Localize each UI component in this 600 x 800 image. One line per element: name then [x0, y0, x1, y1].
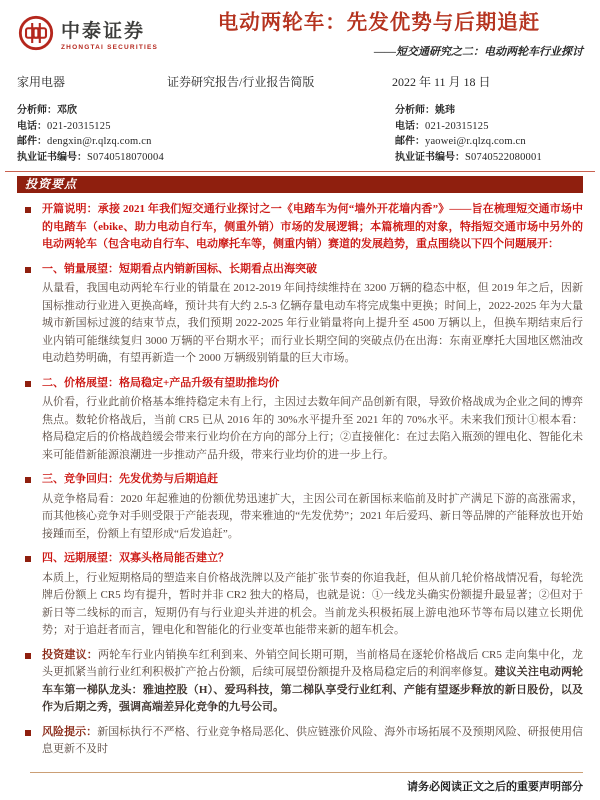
bullet-body	[42, 201, 583, 254]
section-price	[17, 375, 583, 465]
analyst-license-label: 执业证书编号：	[395, 151, 465, 163]
analyst-phone: 021-20315125	[47, 120, 111, 132]
analysts-block	[17, 103, 583, 165]
bullet-body	[42, 471, 583, 543]
analyst-email-line	[395, 134, 583, 150]
header-divider	[5, 171, 595, 172]
analyst-license-line	[395, 150, 583, 166]
title-block	[175, 10, 583, 59]
page-footer	[30, 772, 583, 794]
bullet-body	[42, 724, 583, 759]
analyst-block-left	[17, 103, 395, 165]
key-points-banner	[17, 176, 583, 193]
advice-paragraph	[42, 647, 583, 717]
bullet-square-icon	[25, 477, 31, 483]
risk-label: 风险提示：	[42, 725, 98, 738]
report-header	[17, 10, 583, 59]
analyst-name: 姚玮	[435, 105, 455, 116]
bullet-body	[42, 647, 583, 717]
report-title: 电动两轮车：先发优势与后期追赶	[217, 12, 541, 34]
risk-paragraph	[42, 724, 583, 759]
analyst-email: dengxin@r.qlzq.com.cn	[47, 136, 152, 147]
brand-logo	[17, 14, 175, 52]
analyst-license: S0740518070004	[87, 151, 164, 163]
bullet-square-icon	[25, 653, 31, 659]
advice-body: 两轮车行业内销换车红利到来、外销空间长期可期，当前格局在逐轮价格战后 CR5 走向集中化，龙头更抓紧当前行业红利积极扩产抢占份额，后续可展望份额提升及格局稳定后的利润率修复。	[42, 648, 584, 678]
section-body: 从量看，我国电动两轮车行业的销量在 2012-2019 年间持续维持在 3200 万辆的稳态中枢，但 2019 年之后，因新国标推动行业进入更换高峰，预计共有大约 2.5-3 亿辆存量电动车将完成集中更换；时间上，2022-2025 年为大量城市新国标过渡的结束节点，我们预期 2022-2025 年行业销量将向上提升至 4500 万辆以上，但换车期结束后行业内销可能继续复归 3000 万辆的平台期水平；而行业长期空间的突破点仍在出海：东南亚摩托大国地区燃油改电动趋势明确，有望再新造一个 2000 万辆级别销量的巨大市场。	[42, 282, 583, 364]
analyst-phone: 021-20315125	[425, 120, 489, 132]
analyst-license-label: 执业证书编号：	[17, 151, 87, 163]
brand-name-en: ZHONGTAI SECURITIES	[61, 43, 159, 51]
industry-label: 家用电器	[17, 75, 66, 89]
bullet-square-icon	[25, 556, 31, 562]
analyst-license: S0740522080001	[465, 151, 542, 163]
advice-label: 投资建议：	[42, 648, 98, 661]
footer-divider	[30, 772, 583, 773]
disclaimer-text: 请务必阅读正文之后的重要声明部分	[407, 781, 583, 793]
investment-advice	[17, 647, 583, 717]
section-body: 从价看，行业此前价格基本维持稳定未有上行，主因过去数年间产品创新有限，导致价格战成为企业之间的博弈焦点。数轮价格战后，当前 CR5 已从 2016 年的 30%水平提升至 2021 年的 70%水平。未来我们预计①根本看：格局稳定后的价格战趋缓会带来行业均价在方向的部分上行；②直接催化：在过去陷入瓶颈的锂电化、智能化未来可能借新能源浪潮进一步推动产品升级，带来行业均价的进一步上行。	[42, 396, 583, 461]
analyst-email-label: 邮件：	[395, 136, 425, 147]
bullet-square-icon	[25, 730, 31, 736]
report-date: 2022 年 11 月 18 日	[392, 75, 491, 89]
section-body: 本质上，行业短期格局的塑造来自价格战洗牌以及产能扩张节奏的你追我赶，但从前几轮价格战情况看，每轮洗牌后份额上 CR5 均有提升，暂时并非 CR2 独大的格局，也就是说：①一线龙头确实份额提升最显著；②但对于新日等二线标的而言，短期仍有与行业迎头并进的机会。当前龙头积极拓展上游电池环节等布局以建立长期优势；对于追赶者而言，锂电化和智能化的行业变革也能带来新的超车机会。	[42, 571, 583, 636]
report-type-label: 证券研究报告/行业报告简版	[167, 75, 315, 89]
meta-row	[17, 73, 583, 90]
section-body: 从竞争格局看：2020 年起雅迪的份额优势迅速扩大，主因公司在新国标来临前及时扩产满足下游的高涨需求，而其他核心竞争对手则受限于产能表现，带来雅迪的“先发优势”；2021 年后爱玛、新日等品牌的产能释放也开始接踵而至，份额上有望形成“后发追赶”。	[42, 492, 583, 540]
zhongtai-logo-icon	[17, 14, 55, 52]
brand-text	[61, 16, 158, 51]
analyst-name-line	[17, 103, 395, 119]
analyst-name: 邓欣	[57, 105, 77, 116]
bullet-item-intro	[17, 201, 583, 254]
report-subtitle: ——短交通研究之二：电动两轮车行业探讨	[374, 46, 583, 58]
analyst-license-line	[17, 150, 395, 166]
section-competition	[17, 471, 583, 543]
bullet-body	[42, 261, 583, 368]
bullet-square-icon	[25, 207, 31, 213]
brand-name-cn: 中泰证券	[61, 20, 146, 42]
analyst-phone-label: 电话：	[395, 120, 425, 132]
section-heading: 四、远期展望：双寡头格局能否建立？	[42, 552, 229, 564]
analyst-phone-label: 电话：	[17, 120, 47, 132]
advice-emphasis: 建议关注电动两轮车车第一梯队龙头：雅迪控股（H）、爱玛科技，第二梯队享受行业红利、产能有望逐步释放的新日股份，以及作为后期之秀，强调高端差异化竞争的九号公司。	[42, 666, 584, 713]
analyst-block-right	[395, 103, 583, 165]
risk-warning	[17, 724, 583, 759]
analyst-email-label: 邮件：	[17, 136, 47, 147]
analyst-email: yaowei@r.qlzq.com.cn	[425, 136, 526, 147]
intro-paragraph: 开篇说明：承接 2021 年我们短交通行业探讨之一《电踏车为何“墙外开花墙内香”》——旨在梳理短交通市场中的电踏车（ebike、助力电动自行车，侧重外销）市场的发展逻辑；本篇梳理的对象，特指短交通市场中另外的电动两轮车（包含电动自行车、电动摩托车等，侧重内销）赛道的发展趋势，重点围绕以下四个问题展开：	[42, 203, 583, 250]
bullet-body	[42, 550, 583, 640]
analyst-phone-line	[17, 119, 395, 135]
analyst-phone-line	[395, 119, 583, 135]
section-longterm	[17, 550, 583, 640]
bullet-square-icon	[25, 267, 31, 273]
risk-body: 新国标执行不严格、行业竞争格局恶化、供应链涨价风险、海外市场拓展不及预期风险、研报使用信息更新不及时	[42, 725, 584, 755]
key-points-banner-label: 投资要点	[25, 177, 78, 191]
section-heading: 二、价格展望：格局稳定+产品升级有望助推均价	[42, 376, 280, 389]
section-sales	[17, 261, 583, 368]
section-heading: 一、销量展望：短期看点内销新国标、长期看点出海突破	[42, 262, 317, 275]
bullet-body	[42, 375, 583, 465]
report-content	[17, 201, 583, 759]
bullet-square-icon	[25, 381, 31, 387]
analyst-role-label: 分析师：	[17, 105, 57, 116]
analyst-role-label: 分析师：	[395, 105, 435, 116]
analyst-email-line	[17, 134, 395, 150]
analyst-name-line	[395, 103, 583, 119]
section-heading: 三、竞争回归：先发优势与后期追赶	[42, 473, 218, 485]
